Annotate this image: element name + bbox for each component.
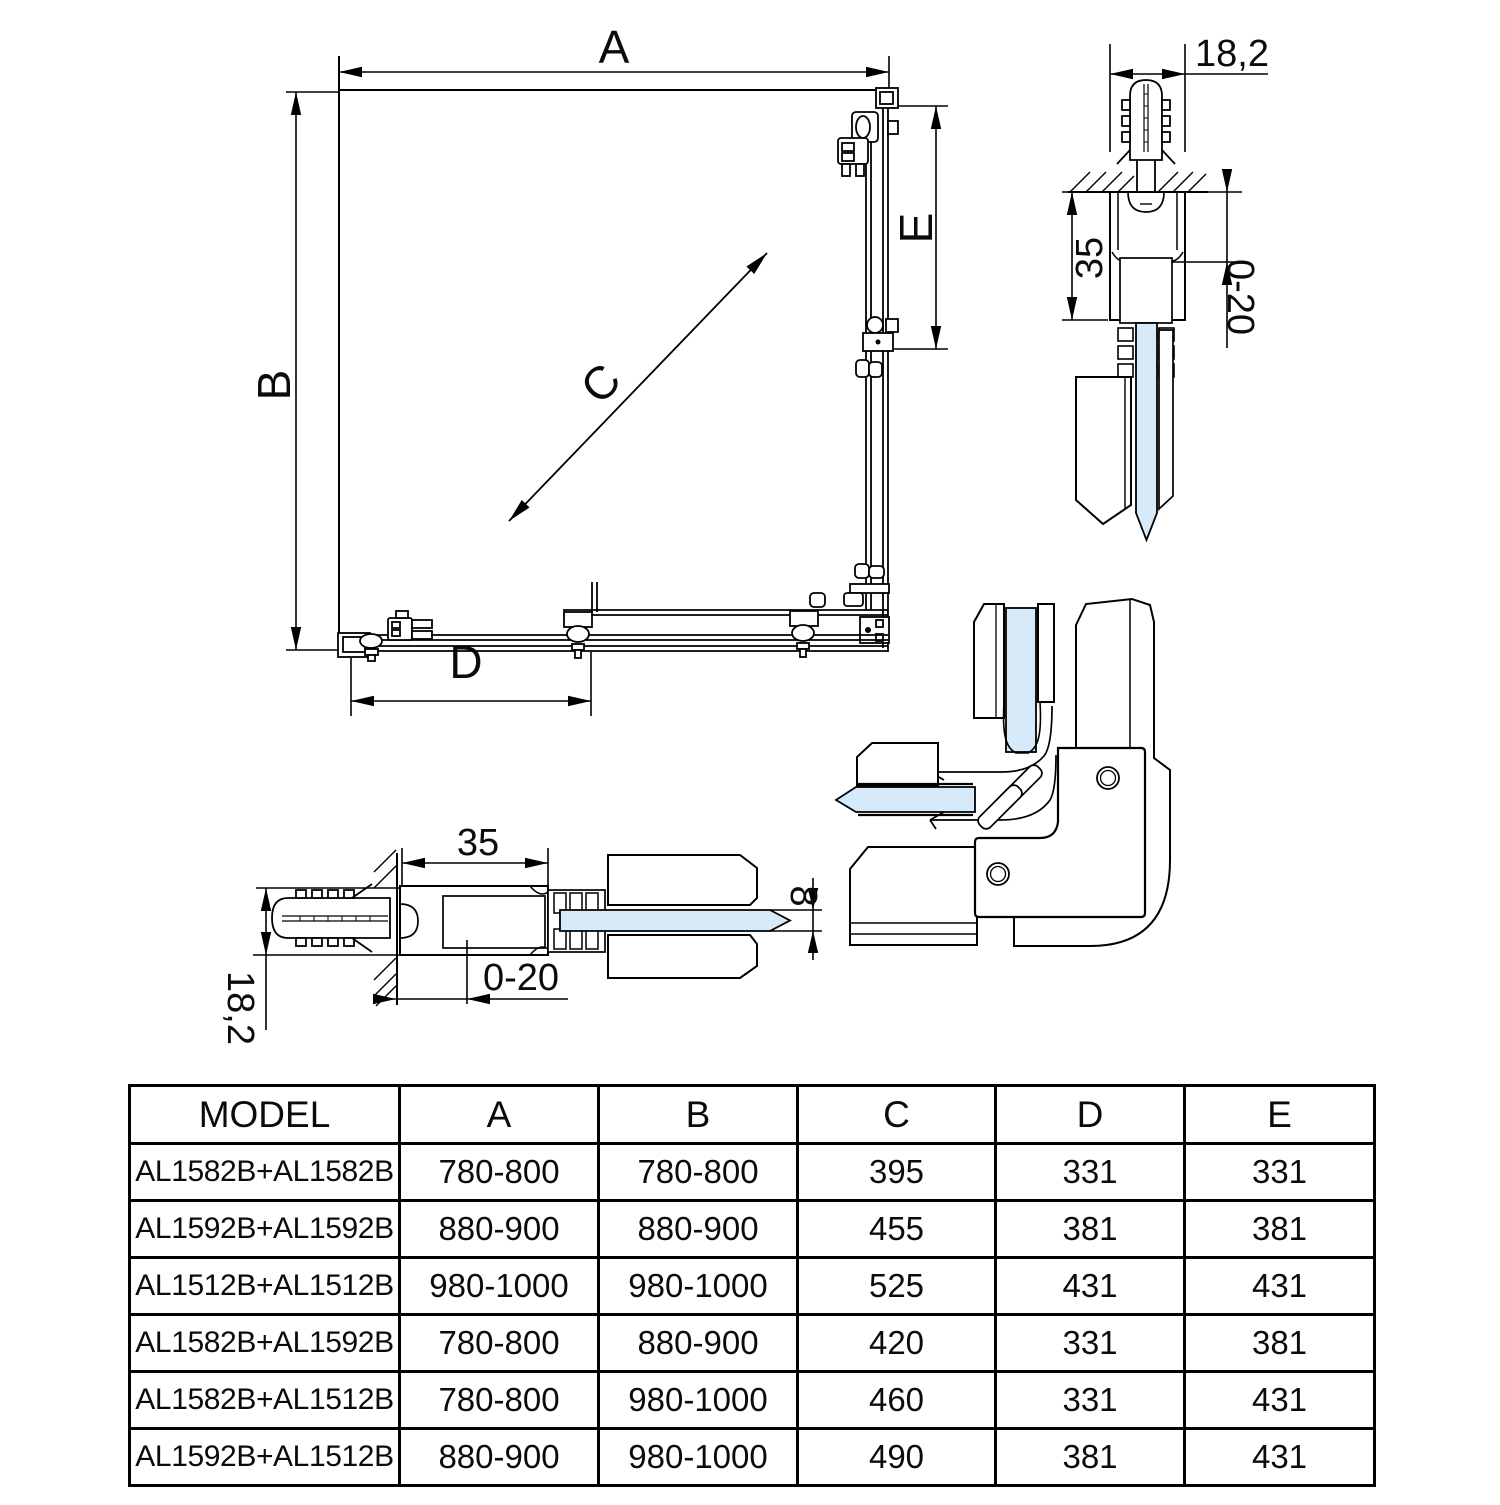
cell-e: 431 (1185, 1258, 1375, 1315)
dim-label-c: C (570, 353, 631, 414)
cell-b: 880-900 (599, 1201, 798, 1258)
vsec-label-depth: 35 (1069, 236, 1111, 280)
plan-view (248, 21, 948, 716)
dimension-d (351, 636, 591, 716)
cell-model: AL1582B+AL1592B (130, 1315, 400, 1372)
cell-c: 460 (798, 1372, 996, 1429)
cell-e: 381 (1185, 1201, 1375, 1258)
table-row (130, 1429, 1375, 1486)
vsec-wall-plug (1117, 80, 1175, 191)
cell-d: 381 (996, 1201, 1185, 1258)
header-d: D (996, 1086, 1185, 1144)
cell-c: 455 (798, 1201, 996, 1258)
cell-d: 331 (996, 1144, 1185, 1201)
hsec-cover-bottom (608, 935, 757, 978)
vsec-dimension-depth (1062, 192, 1111, 320)
cell-model: AL1512B+AL1512B (130, 1258, 400, 1315)
cell-a: 880-900 (400, 1201, 599, 1258)
cell-c: 525 (798, 1258, 996, 1315)
vsec-wall-hatch (1068, 172, 1208, 192)
cell-b: 880-900 (599, 1315, 798, 1372)
header-c: C (798, 1086, 996, 1144)
cell-a: 780-800 (400, 1144, 599, 1201)
vsec-glass-pane (1136, 323, 1157, 540)
cell-model: AL1582B+AL1582B (130, 1144, 400, 1201)
cell-e: 381 (1185, 1315, 1375, 1372)
cell-a: 780-800 (400, 1372, 599, 1429)
vsec-label-adjust: 0-20 (1219, 258, 1261, 336)
table-row (130, 1144, 1375, 1201)
cell-c: 490 (798, 1429, 996, 1486)
cell-model: AL1582B+AL1512B (130, 1372, 400, 1429)
hsec-wall-plug (272, 884, 390, 952)
header-e: E (1185, 1086, 1375, 1144)
table-row (130, 1372, 1375, 1429)
corner-strip-left (974, 604, 1004, 718)
plan-right-rail (838, 88, 898, 652)
cell-a: 880-900 (400, 1429, 599, 1486)
table-row (130, 1258, 1375, 1315)
hsec-label-anchor: 18,2 (219, 971, 261, 1045)
hsec-dimension-anchor (219, 888, 271, 1045)
cell-b: 980-1000 (599, 1372, 798, 1429)
cell-c: 395 (798, 1144, 996, 1201)
corner-cover-top-left (857, 743, 938, 786)
dimension-a (339, 21, 889, 92)
dimension-b (248, 92, 345, 650)
cell-b: 980-1000 (599, 1429, 798, 1486)
cell-d: 381 (996, 1429, 1185, 1486)
table-row (130, 1201, 1375, 1258)
hsec-label-glass: 8 (782, 885, 824, 907)
plan-bottom-rail (338, 582, 888, 661)
cell-a: 980-1000 (400, 1258, 599, 1315)
table-header-row (130, 1086, 1375, 1144)
spec-table (128, 1084, 1376, 1487)
hsec-dimension-depth (402, 822, 548, 890)
dim-label-d: D (449, 636, 483, 688)
vsec-label-width: 18,2 (1195, 33, 1269, 75)
hsec-glass-pane (560, 910, 790, 931)
cell-d: 331 (996, 1315, 1185, 1372)
cell-d: 431 (996, 1258, 1185, 1315)
header-model: MODEL (130, 1086, 400, 1144)
cell-e: 331 (1185, 1144, 1375, 1201)
corner-glass-horizontal (836, 787, 975, 812)
dim-label-e: E (890, 212, 942, 244)
vsec-cover-strip (1159, 330, 1173, 509)
header-a: A (400, 1086, 599, 1144)
dimension-c (505, 249, 771, 525)
vsec-cover-profile (1076, 377, 1131, 524)
cell-model: AL1592B+AL1592B (130, 1201, 400, 1258)
hsec-label-adjust: 0-20 (482, 957, 560, 999)
dim-label-a: A (598, 21, 630, 73)
cell-b: 980-1000 (599, 1258, 798, 1315)
cell-d: 331 (996, 1372, 1185, 1429)
corner-strip-right (1038, 604, 1054, 702)
corner-bracket (975, 748, 1145, 917)
table-row (130, 1315, 1375, 1372)
cell-c: 420 (798, 1315, 996, 1372)
hsec-label-depth: 35 (456, 822, 500, 864)
cell-b: 780-800 (599, 1144, 798, 1201)
cell-a: 780-800 (400, 1315, 599, 1372)
wall-section-vertical (1062, 33, 1269, 540)
cell-e: 431 (1185, 1372, 1375, 1429)
corner-cover-bottom-left (850, 847, 977, 945)
dimension-e (890, 106, 948, 349)
wall-section-horizontal (219, 822, 824, 1045)
header-b: B (599, 1086, 798, 1144)
dim-label-b: B (248, 369, 300, 401)
cell-e: 431 (1185, 1429, 1375, 1486)
corner-glass-vertical (1006, 608, 1036, 752)
hsec-cover-top (608, 855, 757, 905)
cell-model: AL1592B+AL1512B (130, 1429, 400, 1486)
